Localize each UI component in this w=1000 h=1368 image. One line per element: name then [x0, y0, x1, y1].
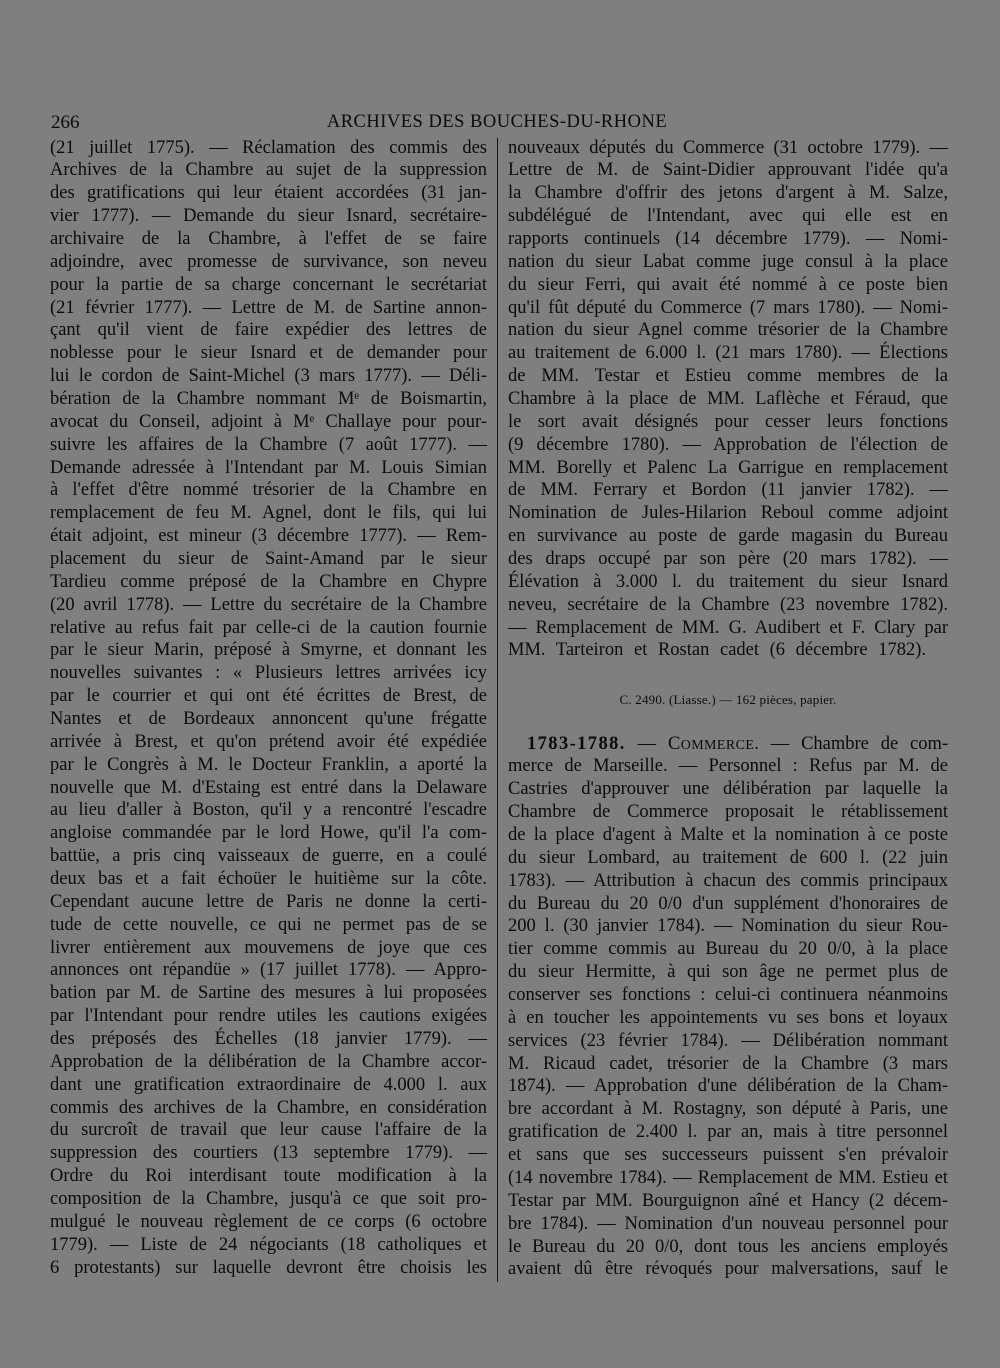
text-line: 1783). — Attribution à chacun des commis principaux: [508, 870, 948, 891]
column-divider: [497, 138, 498, 1282]
text-line: gratification de 2.400 l. par an, mais à titre personnel: [508, 1122, 948, 1143]
text-line: (20 avril 1778). — Lettre du secrétaire de la Chambre: [50, 594, 487, 615]
text-line: neveu, secrétaire de la Chambre (23 novembre 1782).: [508, 594, 948, 615]
text-line: en survivance au poste de garde magasin du Bureau: [508, 526, 948, 547]
text-line: mulgué le nouveau règlement de ce corps (6 octobre: [50, 1211, 487, 1232]
text-line: par le Congrès à M. le Docteur Franklin, a aporté la: [50, 754, 487, 775]
text-line: M. Ricaud cadet, trésorier de la Chambre (3 mars: [508, 1053, 948, 1074]
text-line: Nantes et de Bordeaux annoncent qu'une frégatte: [50, 708, 487, 729]
text-line: de MM. Testar et Estieu comme membres de la: [508, 366, 948, 387]
text-line: livrer entièrement aux mouvemens de joye que ces: [50, 937, 487, 958]
text-line: services (23 février 1784). — Délibération nommant: [508, 1030, 948, 1051]
text-line: MM. Tarteiron et Rostan cadet (6 décembre 1782).: [508, 640, 926, 661]
text-line: était adjoint, est mineur (3 décembre 1777). — Rem-: [50, 526, 487, 547]
right-column-top: [508, 137, 948, 663]
entry-date: 1783-1788.: [527, 733, 626, 754]
entry-first-line: [508, 733, 948, 756]
text-line: Élévation à 3.000 l. du traitement du sieur Isnard: [508, 571, 948, 592]
text-line: Approbation de la délibération de la Chambre accor-: [50, 1051, 487, 1072]
left-column: [50, 137, 487, 1280]
text-line: des gratifications qui leur étaient accordées (31 jan-: [50, 183, 487, 204]
text-line: — Remplacement de MM. G. Audibert et F. Clary par: [508, 617, 948, 638]
archive-reference-note: C. 2490. (Liasse.) — 162 pièces, papier.: [619, 692, 837, 707]
text-line: deux bas et a fait échoüer le huitième sur la côte.: [50, 869, 487, 889]
text-line: relative au refus fait par celle-ci de la caution fournie: [50, 617, 487, 638]
text-line: placement du sieur de Saint-Amand par le sieur: [50, 548, 487, 569]
text-line: nouvelle que M. d'Estaing est entré dans la Delaware: [50, 777, 487, 798]
text-line: nouvelles suivantes : « Plusieurs lettres arrivées icy: [50, 663, 487, 684]
text-line: pour la partie de sa charge concernant le secrétariat: [50, 274, 487, 295]
text-line: noblesse pour le sieur Isnard et de demander pour: [50, 343, 487, 364]
text-line: au lieu d'aller à Boston, qu'il y a rencontré l'escadre: [50, 800, 487, 821]
text-line: (21 juillet 1775). — Réclamation des commis des: [50, 137, 487, 158]
entry-dash: —: [625, 733, 668, 754]
text-line: Castries d'approuver une délibération par laquelle la: [508, 779, 948, 800]
text-line: annonces ont répandüe » (17 juillet 1778). — Appro-: [50, 960, 487, 981]
text-line: du sieur Hermitte, à qui son âge ne permet plus de: [508, 962, 948, 983]
text-line: dant une gratification extraordinaire de 4.000 l. aux: [50, 1074, 487, 1095]
text-line: tude de cette nouvelle, ce qui ne permet pas de se: [50, 914, 487, 935]
text-line: de la place d'agent à Malte et la nomination à ce poste: [508, 825, 948, 846]
text-line: archivaire de la Chambre, à l'effet de se faire: [50, 228, 487, 249]
text-line: au traitement de 6.000 l. (21 mars 1780). — Élections: [508, 343, 948, 364]
text-line: par l'Intendant pour rendre utiles les cautions exigées: [50, 1006, 487, 1027]
text-line: çant qu'il vient de faire expédier des lettres de: [50, 320, 487, 341]
text-line: rapports continuels (14 décembre 1779). — Nomi-: [508, 228, 948, 249]
text-line: merce de Marseille. — Personnel : Refus par M. de: [508, 756, 948, 777]
text-line: nation du sieur Agnel comme trésorier de la Chambre: [508, 320, 948, 341]
text-line: du sieur Lombard, au traitement de 600 l. (22 juin: [508, 847, 948, 868]
text-line: Ordre du Roi interdisant toute modification à la: [50, 1166, 487, 1187]
text-line: avaient dû être révoqués pour malversations, sauf le: [508, 1259, 948, 1280]
text-line: nouveaux députés du Commerce (31 octobre 1779). —: [508, 137, 948, 158]
text-line: bération de la Chambre nommant Mᵉ de Boismartin,: [50, 388, 487, 409]
text-line: Demande adressée à l'Intendant par M. Louis Simian: [50, 457, 487, 478]
text-line: adjoindre, avec promesse de survivance, son neveu: [50, 251, 487, 272]
text-line: Tardieu comme préposé de la Chambre en Chypre: [50, 571, 487, 592]
text-line: angloise commandée par le lord Howe, qu'il l'a com-: [50, 823, 487, 844]
text-line: le Bureau du 20 0/0, dont tous les anciens employés: [508, 1236, 948, 1257]
entry-first-line-rest: . — Chambre de com-: [754, 733, 948, 754]
text-line: Chambre à la place de MM. Laflèche et Féraud, que: [508, 388, 948, 409]
text-line: suppression des courtiers (13 septembre 1779). —: [50, 1143, 487, 1164]
text-line: 6 protestants) sur laquelle devront être choisis les: [50, 1257, 487, 1278]
page-number: 266: [51, 112, 80, 133]
text-line: par le courrier et qui ont été écrittes de Brest, de: [50, 686, 487, 707]
text-line: suivre les affaires de la Chambre (7 août 1777). —: [50, 434, 487, 455]
text-line: Lettre de M. de Saint-Didier approuvant l'idée qu'a: [508, 160, 948, 181]
text-line: MM. Borelly et Palenc La Garrigue en remplacement: [508, 457, 948, 478]
text-line: subdélégué de l'Intendant, avec qui elle est en: [508, 206, 948, 227]
text-line: du surcroît de travail que leur cause l'affaire de la: [50, 1120, 487, 1141]
text-line: Chambre de Commerce proposait le rétablissement: [508, 802, 948, 823]
text-line: de MM. Ferrary et Bordon (11 janvier 1782). —: [508, 480, 948, 501]
text-line: (21 février 1777). — Lettre de M. de Sartine annon-: [50, 297, 487, 318]
text-line: Cependant aucune lettre de Paris ne donne la certi-: [50, 891, 487, 912]
text-line: bation par M. de Sartine des mesures à lui proposées: [50, 983, 487, 1004]
text-line: avocat du Conseil, adjoint à Mᵉ Challaye pour pour-: [50, 411, 487, 432]
text-line: du sieur Ferri, qui avait été nommé à ce poste bien: [508, 274, 948, 295]
text-line: (9 décembre 1780). — Approbation de l'élection de: [508, 434, 948, 455]
text-line: remplacement de feu M. Agnel, dont le fils, qui lui: [50, 503, 487, 524]
text-line: battüe, a pris cinq vaisseaux de guerre, en a coulé: [50, 846, 487, 867]
text-line: nation du sieur Labat comme juge consul à la place: [508, 251, 948, 272]
text-line: du Bureau du 20 0/0 d'un supplément d'honoraires de: [508, 893, 948, 914]
text-line: Archives de la Chambre au sujet de la suppression: [50, 160, 487, 181]
text-line: qu'il fût député du Commerce (7 mars 1780). — Nomi-: [508, 297, 948, 318]
text-line: à l'effet d'être nommé trésorier de la Chambre en: [50, 480, 487, 501]
right-column-entry: [508, 733, 948, 1282]
text-line: bre 1784). — Nomination d'un nouveau personnel pour: [508, 1213, 948, 1234]
text-line: commis des archives de la Chambre, en considération: [50, 1097, 487, 1118]
text-line: conserver ses fonctions : celui-ci continuera néanmoins: [508, 985, 948, 1006]
entry-section: COMMERCE: [667, 733, 755, 754]
text-line: par le sieur Marin, préposé à Smyrne, et donnant les: [50, 640, 487, 661]
text-line: et sans que ses successeurs puissent s'en prévaloir: [508, 1145, 948, 1166]
text-line: vier 1777). — Demande du sieur Isnard, secrétaire-: [50, 206, 487, 227]
text-line: (14 novembre 1784). — Remplacement de MM. Estieu et: [508, 1167, 948, 1188]
text-line: à en toucher les appointements vu ses bons et loyaux: [508, 1007, 948, 1028]
text-line: Nomination de Jules-Hilarion Reboul comme adjoint: [508, 503, 948, 524]
text-line: le sort avait désignés pour cesser leurs fonctions: [508, 411, 948, 432]
text-line: 200 l. (30 janvier 1784). — Nomination du sieur Rou-: [508, 916, 948, 937]
text-line: Testar par MM. Bourguignon aîné et Hancy (2 décem-: [508, 1190, 948, 1211]
text-line: des draps occupé par son père (20 mars 1782). —: [508, 548, 948, 569]
text-line: la Chambre d'offrir des jetons d'argent à M. Salze,: [508, 183, 948, 204]
text-line: des préposés des Échelles (18 janvier 1779). —: [50, 1029, 487, 1050]
text-line: arrivée à Brest, et qu'on prétend avoir été expédiée: [50, 731, 487, 752]
text-line: bre accordant à M. Rostagny, son député à Paris, une: [508, 1099, 948, 1120]
text-line: composition de la Chambre, jusqu'à ce que soit pro-: [50, 1189, 487, 1210]
text-line: 1874). — Approbation d'une délibération de la Cham-: [508, 1076, 948, 1097]
text-line: tier comme commis au Bureau du 20 0/0, à la place: [508, 939, 948, 960]
text-line: 1779). — Liste de 24 négociants (18 catholiques et: [50, 1234, 487, 1255]
running-title: ARCHIVES DES BOUCHES-DU-RHONE: [326, 112, 668, 132]
entry-body: [508, 755, 948, 1281]
text-line: lui le cordon de Saint-Michel (3 mars 1777). — Déli-: [50, 366, 487, 387]
